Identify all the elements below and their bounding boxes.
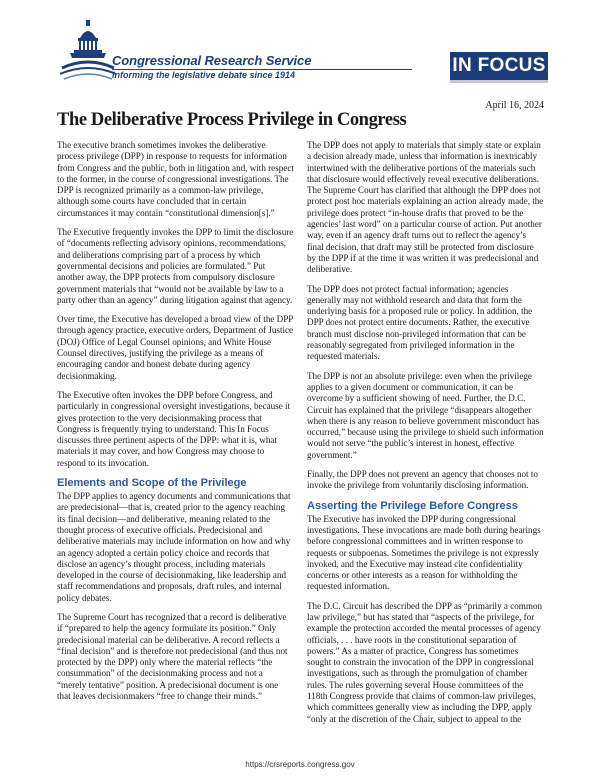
- paragraph: The DPP does not protect factual information; agencies generally may not withhold research and data that form the underlying basis for a proposed rule or policy. In addition, the DPP does not protect entire documents. Rather, the executive branch must disclose non-privileged information that can be reasonably segregated from privileged information in the requested materials.: [307, 283, 533, 362]
- document-title: The Deliberative Process Privilege in Congress: [57, 110, 407, 130]
- footer-url-link[interactable]: https://crsreports.congress.gov: [245, 760, 355, 769]
- paragraph: The Executive has invoked the DPP during congressional investigations. These invocations are made both during hearings before congressional committees and in written response to requests or subpoenas. Sometimes the privilege is not expressly invoked, and the Executive may instead cite confidentiality concerns or other interests as a reason for withholding the requested information.: [307, 513, 541, 592]
- paragraph: The DPP does not apply to materials that simply state or explain a decision already made, unless that information is inextricably intertwined with the deliberative portions of the materials such that disclosure would effectively reveal executive deliberations. The Supreme Court has clarified that although the DPP does not protect post hoc materials explaining an action already made, the privilege does protect “in-house drafts that proved to be the agencies’ last word” on a particular course of action. Put another way, even if an agency draft turns out to reflect the agency’s final decision, that draft may still be protected from disclosure by the DPP if at the time it was written it was predecisional and deliberative.: [307, 140, 544, 275]
- paragraph: The DPP is not an absolute privilege: even when the privilege applies to a given document or communication, it can be overcome by a sufficient showing of need. Further, the D.C. Circuit has explained that the privilege “disappears altogether when there is any reason to believe government misconduct has occurred,” because using the privilege to shield such information would not serve “the public’s interest in honest, effective government.”: [307, 370, 544, 460]
- capitol-dome-logo: [60, 20, 116, 80]
- section-heading: Asserting the Privilege Before Congress: [307, 499, 518, 512]
- left-column: [57, 140, 294, 710]
- paragraph: Finally, the DPP does not prevent an agency that chooses not to invoke the privilege from voluntarily disclosing information.: [307, 469, 538, 491]
- paragraph: The Executive often invokes the DPP before Congress, and particularly in congressional oversight investigations, because it gives protection to the very decisionmaking process that Congress is frequently trying to understand. This In Focus discusses three pertinent aspects of the DPP: what it is, what materials it may cover, and how Congress may choose to respond to its invocation.: [57, 389, 291, 468]
- paragraph: The D.C. Circuit has described the DPP as “primarily a common law privilege,” but has stated that “aspects of the privilege, for example the protection accorded the mental processes of agency officials, . . . have roots in the constitutional separation of powers.” As a matter of practice, Congress has sometimes sought to constrain the invocation of the DPP in congressional investigations, such as through the promulgation of chamber rules. The rules governing several House committees of the 118th Congress provide that claims of common-law privileges, which committees generally view as including the DPP, apply “only at the discretion of the Chair, subject to appeal to the: [307, 600, 543, 724]
- report-header: [0, 0, 600, 92]
- publication-date: April 16, 2024: [485, 100, 544, 111]
- paragraph: Over time, the Executive has developed a broad view of the DPP through agency practice, executive orders, Department of Justice (DOJ) Office of Legal Counsel opinions, and White House Counsel directives, justifying the privilege as a means of encouraging candor and honest debate during agency decisionmaking.: [57, 314, 294, 381]
- paragraph: The DPP applies to agency documents and communications that are predecisional—that is, created prior to the agency reaching its final decision—and deliberative, meaning related to the thought process of executive officials. Predecisional and deliberative materials may include information on how and why an agency adopted a certain policy choice and records that disclose an agency’s thought process, including materials developed in the course of decisionmaking, like leadership and staff recommendations and proposals, draft rules, and internal policy debates.: [57, 491, 291, 603]
- right-column: [307, 140, 544, 733]
- in-focus-badge: IN FOCUS: [450, 52, 548, 83]
- paragraph: The executive branch sometimes invokes the deliberative process privilege (DPP) in response to requests for information from Congress and the public, both in litigation and, with respect to the former, in the course of congressional investigations. The DPP is recognized primarily as a common-law privilege, although some courts have concluded that in certain circumstances it may contain “constitutional dimension[s].”: [57, 140, 294, 218]
- organization-tagline: Informing the legislative debate since 1914: [112, 70, 296, 80]
- section-heading: Elements and Scope of the Privilege: [57, 477, 247, 490]
- paragraph: The Supreme Court has recognized that a record is deliberative if “prepared to help the agency formulate its position.” Only predecisional material can be deliberative. A record reflects a “final decision” and is therefore not predecisional (and thus not protected by the DPP) only where the material reflects “the consummation” of the decisionmaking process and not a “merely tentative” position. A predecisional document is one that leaves decisionmakers “free to change their minds.”: [57, 611, 288, 702]
- organization-name: Congressional Research Service: [112, 53, 312, 68]
- paragraph: The Executive frequently invokes the DPP to limit the disclosure of “documents reflecting advisory opinions, recommendations, and deliberations comprising part of a process by which governmental decisions and policies are formulated.” Put another away, the DPP protects from compulsory disclosure government materials that “would not be available by law to a party other than an agency” during litigation against that agency.: [57, 227, 294, 305]
